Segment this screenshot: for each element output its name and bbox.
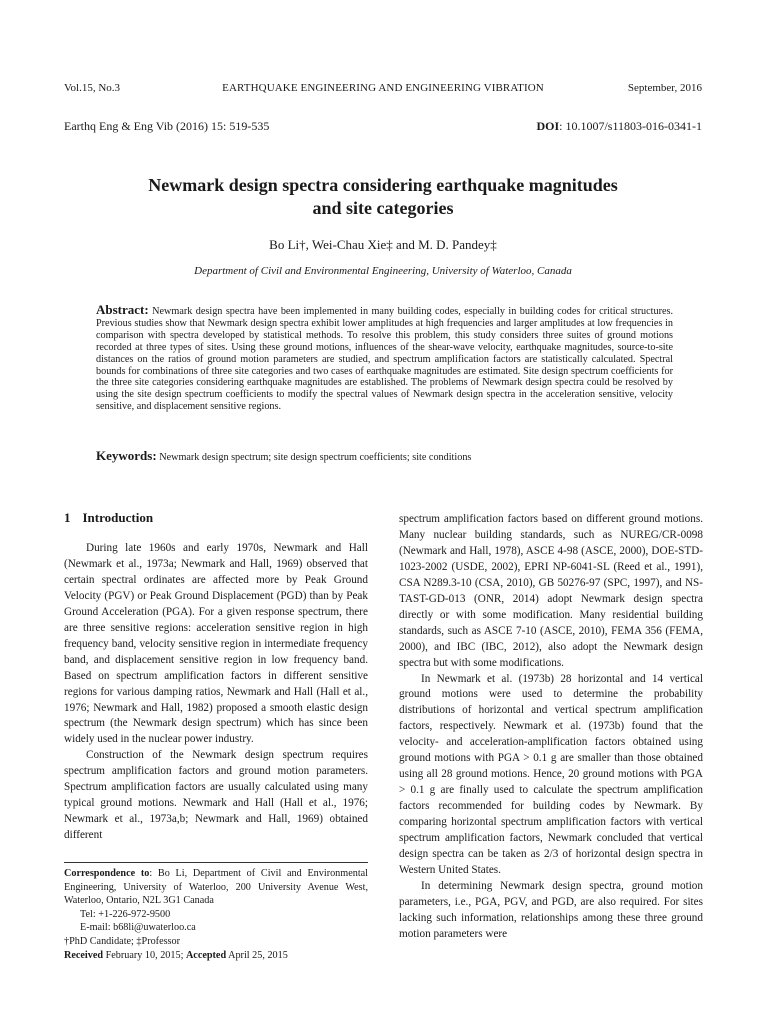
paragraph: In Newmark et al. (1973b) 28 horizontal and 14 vertical ground motions were used to determine the probability distributions of horizontal and vertical spectrum amplification factors, respectively. Newmark et al. (1973b) found that the velocity- and acceleration-amplification factors obtained using ground motions with PGA > 0.1 g are smaller than those obtained using all 28 ground motions. Hence, 20 ground motions with PGA > 0.1 g are finally used to calculate the spectrum amplification factors recommended for building codes by Newmark. By comparing horizontal spectrum amplification factors with vertical spectrum amplification factors, Newmark concluded that vertical design spectra can be taken as 2/3 of horizontal design spectra in Western United States. bbox=[399, 672, 703, 876]
title-line-1: Newmark design spectra considering earthquake magnitudes bbox=[148, 175, 618, 195]
paragraph: spectrum amplification factors based on different ground motions. Many nuclear building standards, such as NUREG/CR-0098 (Newmark and Hall, 1978), ASCE 4-98 (ASCE, 2000), DOE-STD-1023-2002 (USDE, 2002), EPRI NP-6041-SL (Reed et al., 1991), CSA N289.3-10 (CSA, 2010), GB 50276-97 (SPC, 1997), and NS-TAST-GD-013 (ONR, 2014) adopt Newmark design spectra directly or with some modification. Many residential building standards, such as ASCE 7-10 (ASCE, 2010), FEMA 356 (FEMA, 2000), and IBC (IBC, 2012), also adopt the Newmark design spectra but with some modifications. bbox=[399, 513, 703, 669]
abstract bbox=[96, 304, 673, 413]
footnote bbox=[64, 867, 368, 962]
doi-value: : 10.1007/s11803-016-0341-1 bbox=[559, 119, 702, 133]
keywords-label: Keywords: bbox=[96, 448, 157, 463]
journal-citation: Earthq Eng & Eng Vib (2016) 15: 519-535 bbox=[64, 119, 270, 133]
abstract-label: Abstract: bbox=[96, 302, 149, 317]
article-title bbox=[64, 174, 702, 220]
received-label: Received bbox=[64, 949, 104, 961]
author-affiliation: Department of Civil and Environmental Engineering, University of Waterloo, Canada bbox=[194, 265, 572, 277]
body-column-left bbox=[64, 541, 368, 844]
title-line-2: and site categories bbox=[312, 198, 454, 218]
received-accepted bbox=[64, 949, 368, 963]
footnote-divider bbox=[64, 862, 368, 863]
keywords-text: Newmark design spectrum; site design spectrum coefficients; site conditions bbox=[159, 452, 472, 463]
issue-date: September, 2016 bbox=[627, 82, 702, 94]
abstract-text: Newmark design spectra have been implemented in many building codes, especially in building codes for critical structures. Previous studies show that Newmark design spectra exhibit lower amplitudes at high frequencies and larger amplitudes at low frequencies in comparison with spectra developed by statistical methods. To resolve this problem, this study considers three suites of ground motions recorded at three types of sites. Using these ground motions, influences of the shear-wave velocity, earthquake magnitudes, source-to-site distances on the ratios of ground motion parameters are studied, and spectrum amplification factors are statistically calculated. Spectral bounds for combinations of three site categories and two cases of earthquake magnitudes are estimated. Site design spectrum coefficients for the three site categories considering earthquake magnitudes are established. The problems of Newmark design spectra could be resolved by using the site design spectrum coefficients to modify the spectral values of Newmark design spectra in the acceleration sensitive, velocity sensitive, and displacement sensitive regions. bbox=[96, 306, 674, 413]
body-column-right bbox=[399, 512, 703, 943]
section-number: 1 bbox=[64, 510, 71, 525]
running-header bbox=[64, 82, 702, 98]
citation-line bbox=[64, 119, 702, 135]
correspondence-text: : Bo Li, Department of Civil and Environmental Engineering, University of Waterloo, 200 University Avenue West, Waterloo, Ontario, N2L 3G1 Canada bbox=[64, 868, 368, 907]
section-heading bbox=[64, 510, 153, 526]
received-date: February 10, 2015; bbox=[103, 949, 186, 961]
doi-label: DOI bbox=[536, 119, 560, 133]
volume-issue: Vol.15, No.3 bbox=[64, 82, 121, 94]
accepted-date: April 25, 2015 bbox=[226, 949, 288, 961]
section-title: Introduction bbox=[82, 510, 154, 525]
paragraph: In determining Newmark design spectra, ground motion parameters, i.e., PGA, PGV, and PGD, are also required. For sites lacking such information, relationships among these three ground motion parameters were bbox=[399, 879, 703, 940]
journal-name: EARTHQUAKE ENGINEERING AND ENGINEERING VIBRATION bbox=[222, 82, 544, 94]
paragraph: Construction of the Newmark design spectrum requires spectrum amplification factors and ground motion parameters. Spectrum amplification factors are usually calculated using many typical ground motions. Newmark and Hall (Hall et al., 1976; Newmark et al., 1973a,b; Newmark and Hall, 1969) obtained different bbox=[64, 749, 368, 842]
author-roles: †PhD Candidate; ‡Professor bbox=[64, 935, 181, 947]
doi bbox=[536, 119, 702, 134]
telephone: Tel: +1-226-972-9500 bbox=[80, 908, 171, 920]
email: E-mail: b68li@uwaterloo.ca bbox=[80, 922, 196, 934]
keywords bbox=[96, 448, 673, 464]
correspondence bbox=[64, 867, 368, 908]
author-list: Bo Li†, Wei-Chau Xie‡ and M. D. Pandey‡ bbox=[269, 237, 497, 252]
accepted-label: Accepted bbox=[185, 949, 227, 961]
paragraph: During late 1960s and early 1970s, Newmark and Hall (Newmark et al., 1973a; Newmark and Hall, 1969) observed that certain spectral ordinates are affected more by Peak Ground Velocity (PGV) or Peak Ground Displacement (PGD) than by Peak Ground Acceleration (PGA). For a given response spectrum, there are three sensitive regions: acceleration sensitive region in high frequency band, velocity sensitive region in intermediate frequency band, and displacement sensitive region in low frequency band. Based on spectrum amplification factors in different sensitive regions for various damping ratios, Newmark and Hall (Hall et al., 1976; Newmark and Hall, 1982) proposed a smooth elastic design spectrum (the Newmark design spectrum) which has since been widely used in the nuclear power industry. bbox=[64, 542, 368, 746]
correspondence-label: Correspondence to bbox=[64, 868, 150, 879]
